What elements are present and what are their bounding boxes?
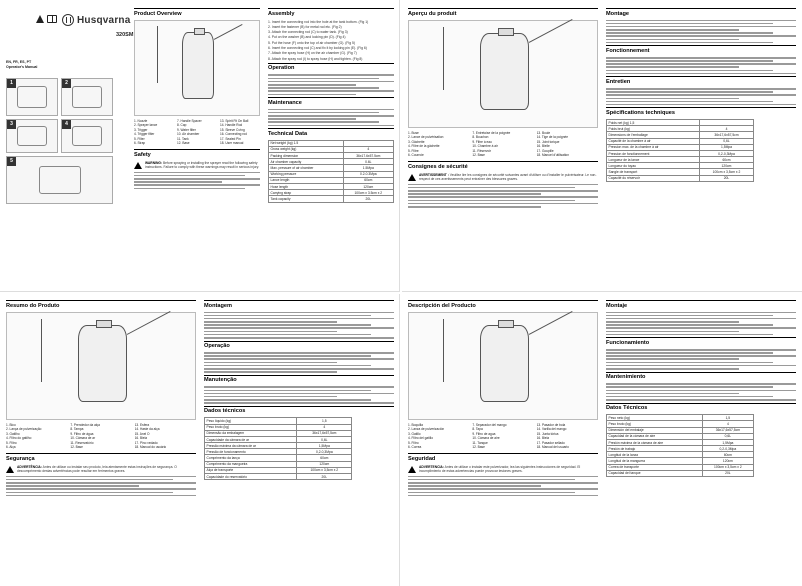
product-overview-heading: Product Overview [134, 8, 260, 17]
table-row: Pressão máxima da câmara de ar 1,5Mpa [205, 443, 352, 449]
table-row: Gross weight (kg) 4 [269, 146, 394, 152]
table-row: Comprimento da mangueira 120cm [205, 461, 352, 467]
specs-table [268, 140, 394, 203]
safety-heading: Safety [134, 149, 260, 158]
fr-operation-heading: Fonctionnement [606, 45, 796, 54]
fr-product-overview-heading: Aperçu du produit [408, 8, 598, 17]
table-row: Poids brut (kg) 4 [607, 126, 754, 132]
husqvarna-logo [62, 14, 131, 26]
table-row: Capacidade da câmara de ar 0,6L [205, 436, 352, 442]
pt-safety-heading: Segurança [6, 453, 196, 462]
maintenance-heading: Maintenance [268, 97, 394, 106]
table-row: Correa de transporte 100cm x 3,5cm x 2 [607, 464, 754, 470]
pt-specs-table [204, 417, 352, 480]
husqvarna-crown-icon [62, 14, 74, 26]
warning-triangle-icon [36, 15, 44, 23]
table-row: Longueur du tuyau 120cm [607, 163, 754, 169]
page-portuguese [0, 294, 400, 586]
es-safety-heading: Seguridad [408, 453, 598, 462]
model-number: 320SM [116, 32, 134, 38]
fr-specs-table [606, 119, 754, 182]
figure-1: 1 [6, 78, 58, 116]
table-row: Presión máxima de la cámara de aire 1,5Mpa [607, 439, 754, 445]
es-operation-heading: Funcionamiento [606, 337, 796, 346]
table-row: Carrying strap 100cm x 3.5cm x 2 [269, 190, 394, 196]
table-row: Comprimento da lança 60cm [205, 455, 352, 461]
table-row: Pression max. de la chambre à air 1,5Mpa [607, 144, 754, 150]
fr-assembly-heading: Montage [606, 8, 796, 17]
table-row: Peso bruto (kg) 4 [607, 421, 754, 427]
table-row: Capacité du réservoir 20L [607, 175, 754, 181]
page-french [402, 0, 802, 292]
warning-icon [134, 162, 142, 169]
pt-maintenance-heading: Manutenção [204, 375, 394, 384]
table-row: Longueur de la lance 60cm [607, 157, 754, 163]
page-english [0, 0, 400, 292]
table-row: Hose length 120cm [269, 183, 394, 189]
page-spanish [402, 294, 802, 586]
es-maintenance-heading: Mantenimiento [606, 372, 796, 381]
es-specs-table [606, 414, 754, 477]
en-overview-column [134, 6, 260, 191]
sprayer-illustration [134, 20, 260, 116]
pt-overview-column [6, 298, 196, 498]
table-row: Dimensions de l'emballage 36x17,6x57,5cm [607, 132, 754, 138]
read-manual-icon [47, 15, 57, 23]
es-assembly-heading: Montaje [606, 300, 796, 309]
figure-3: 3 [6, 119, 58, 153]
pt-warning-box: ADVERTÊNCIA: Antes de utilizar ou instalar seu produto, leia atentamente estas instruções de segurança. O descumprimento destas advertências pode resultar em ferimentos graves. [6, 465, 196, 473]
table-row: Working pressure 0.2-0.3Mpa [269, 171, 394, 177]
table-row: Capacidade do reservatório 20L [205, 474, 352, 480]
es-warning-box: ADVERTENCIA: Antes de utilizar o instalar este pulverizador, lea las siguientes instrucciones de seguridad. El incumplimiento de estas advertencias puede provocar lesiones graves. [408, 465, 598, 473]
es-parts-list: 1. Boquilla 7. Separador del mango 13. Pasador de bola 2. Lanza de pulverización 8. Tapa 14. Varilla del mango 3. Gatillo 9. Filtro de agua 15. Junta tórica 4. Filtro del gatillo 10. Cámara de aire 16. Biela 5. Filtro 11. Tanque 17. Pasador sellado 6. Correa 12. Base 18. Manual del usuario [408, 422, 569, 449]
table-row: Capacidad de la cámara de aire 0,6L [607, 433, 754, 439]
warning-icon [408, 466, 416, 473]
es-overview-column [408, 298, 598, 498]
table-row: Pressão de funcionamento 0,2-0,3Mpa [205, 449, 352, 455]
table-row: Peso líquido (kg) 1,5 [205, 418, 352, 424]
figure-5: 5 [6, 156, 113, 204]
fr-warning-box: AVERTISSEMENT : Veuillez lire les consignes de sécurité suivantes avant d'utiliser ou d'installer le pulvérisateur. Le non-respect de ces avertissements peut entraîner des blessures graves. [408, 173, 598, 181]
table-row: Dimensão da embalagem 36x17,6x57,5cm [205, 430, 352, 436]
table-row: Poids net (kg) 1,5 [607, 119, 754, 125]
languages: EN, FR, ES, PT [6, 60, 32, 64]
warning-symbols [36, 15, 57, 23]
parts-list: 1. Nozzle 7. Handle Spacer 13. Spirit Fit On Ball 2. Sprayer lance 8. Cap 14. Handle Rod 3. Trigger 9. Water filter 15. Sleeve O-ring 4. Trigger filter 10. Air chamber 16. Connecting rod 5. Filter 11. Tank 17. Sealed Pin 6. Strap 12. Base 18. User manual [134, 118, 249, 145]
fr-assembly-column [606, 6, 796, 182]
table-row: Net weight (kg) 1.5 [269, 140, 394, 146]
es-sprayer-illustration [408, 312, 598, 420]
table-row: Max. pressure of air chamber 1.5Mpa [269, 165, 394, 171]
table-row: Longitud de la manguera 120cm [607, 458, 754, 464]
es-technical-data-heading: Datos Técnicos [606, 403, 796, 412]
assembly-heading: Assembly [268, 8, 394, 17]
table-row: Capacité de la chambre à air 0,6L [607, 138, 754, 144]
table-row: Peso bruto (kg) 4 [205, 424, 352, 430]
brand-name: Husqvarna [77, 14, 131, 26]
table-row: Tank capacity 20L [269, 196, 394, 202]
table-row: Capacidad del tanque 20L [607, 470, 754, 476]
table-row: Presión de trabajo 0,2-0,3Mpa [607, 446, 754, 452]
es-product-overview-heading: Descripción del Producto [408, 300, 598, 309]
table-row: Air chamber capacity 0.6L [269, 159, 394, 165]
pt-assembly-column [204, 298, 394, 480]
fr-overview-column [408, 6, 598, 209]
figure-4: 4 [61, 119, 113, 153]
table-row: Dimensión del embalaje 36x17,6x57,5cm [607, 427, 754, 433]
warning-icon [408, 174, 416, 181]
table-row: Lance length 60cm [269, 177, 394, 183]
figure-2: 2 [61, 78, 113, 116]
manual-title: Operator's Manual [6, 64, 38, 69]
es-assembly-column [606, 298, 796, 477]
table-row: Pression de fonctionnement 0,2-0,3Mpa [607, 150, 754, 156]
table-row: Alça de transporte 100cm x 3,5cm x 2 [205, 467, 352, 473]
cover-languages [6, 60, 37, 69]
table-row: Sangle de transport 100cm x 3,5cm x 2 [607, 169, 754, 175]
fr-technical-data-heading: Spécifications techniques [606, 107, 796, 116]
technical-data-heading: Technical Data [268, 128, 394, 137]
operation-heading: Operation [268, 63, 394, 72]
table-row: Peso neto (kg) 1,5 [607, 415, 754, 421]
table-row: Longitud de la lanza 60cm [607, 452, 754, 458]
warning-box: WARNING: Before spraying or installing the sprayer read the following safety instructions. Failure to comply with these warnings may result in serious injury. [134, 161, 260, 169]
pt-sprayer-illustration [6, 312, 196, 420]
fr-safety-heading: Consignes de sécurité [408, 161, 598, 170]
warning-icon [6, 466, 14, 473]
assembly-figures [6, 78, 114, 208]
fr-sprayer-illustration [408, 20, 598, 128]
pt-assembly-heading: Montagem [204, 300, 394, 309]
pt-operation-heading: Operação [204, 341, 394, 350]
pt-technical-data-heading: Dados técnicos [204, 406, 394, 415]
table-row: Packing dimension 36x17.6x57.5cm [269, 153, 394, 159]
fr-parts-list: 1. Buse 7. Entretoise de la poignée 13. Boule 2. Lance de pulvérisation 8. Bouchon 14. Tige de la poignée 3. Gâchette 9. Filtre à eau 15. Joint torique 4. Filtre de la gâchette 10. Chambre à air 16. Bielle 5. Filtre 11. Réservoir 17. Goupille 6. Courroie 12. Base 18. Manuel d'utilisation [408, 130, 569, 157]
fr-maintenance-heading: Entretien [606, 76, 796, 85]
en-assembly-column: Assembly 1. Insert the connecting rod into the hole at the tank bottom. (Fig 1) 2. Insert the fastener (B) for metal rod etc. (Fig 2) 3. Attach the connecting rod (C) to water tank. (Fig 3) 4. Put on the washer (B) and locking pin (D). (Fig 4) 5. Put the hose (F) onto the top of air chamber (G). (Fig 5) 6. Insert the connecting rod (C) and fix it by locking pin (E). (Fig 6) 7. Attach the spray hose (H) on the air chamber (G). (Fig 7) 8. Attach the spray rod (I) to spray hose (H) and tighten. (Fig 8) Operation Maintenance Technical Data Net weight (kg) 1.5 Gross weight (kg) 4 Packing dimension 36x17.6x57.5cm Air chamber capacity 0.6L Max. pressure of air chamber 1.5Mpa Working pressure 0.2-0.3Mpa Lance length 60cm Hose length 120cm Carrying strap 100cm x 3.5cm x 2 Tank capacity 20L [268, 6, 394, 203]
pt-product-overview-heading: Resumo do Produto [6, 300, 196, 309]
pt-parts-list: 1. Bico 7. Prendedor da alça 13. Esfera 2. Lança de pulverização 8. Tampa 14. Haste da alça 3. Gatilho 9. Filtro de água 15. Anel O 4. Filtro do gatilho 10. Câmara de ar 16. Biela 5. Filtro 11. Reservatório 17. Pino vedado 6. Alça 12. Base 18. Manual do usuário [6, 422, 167, 449]
